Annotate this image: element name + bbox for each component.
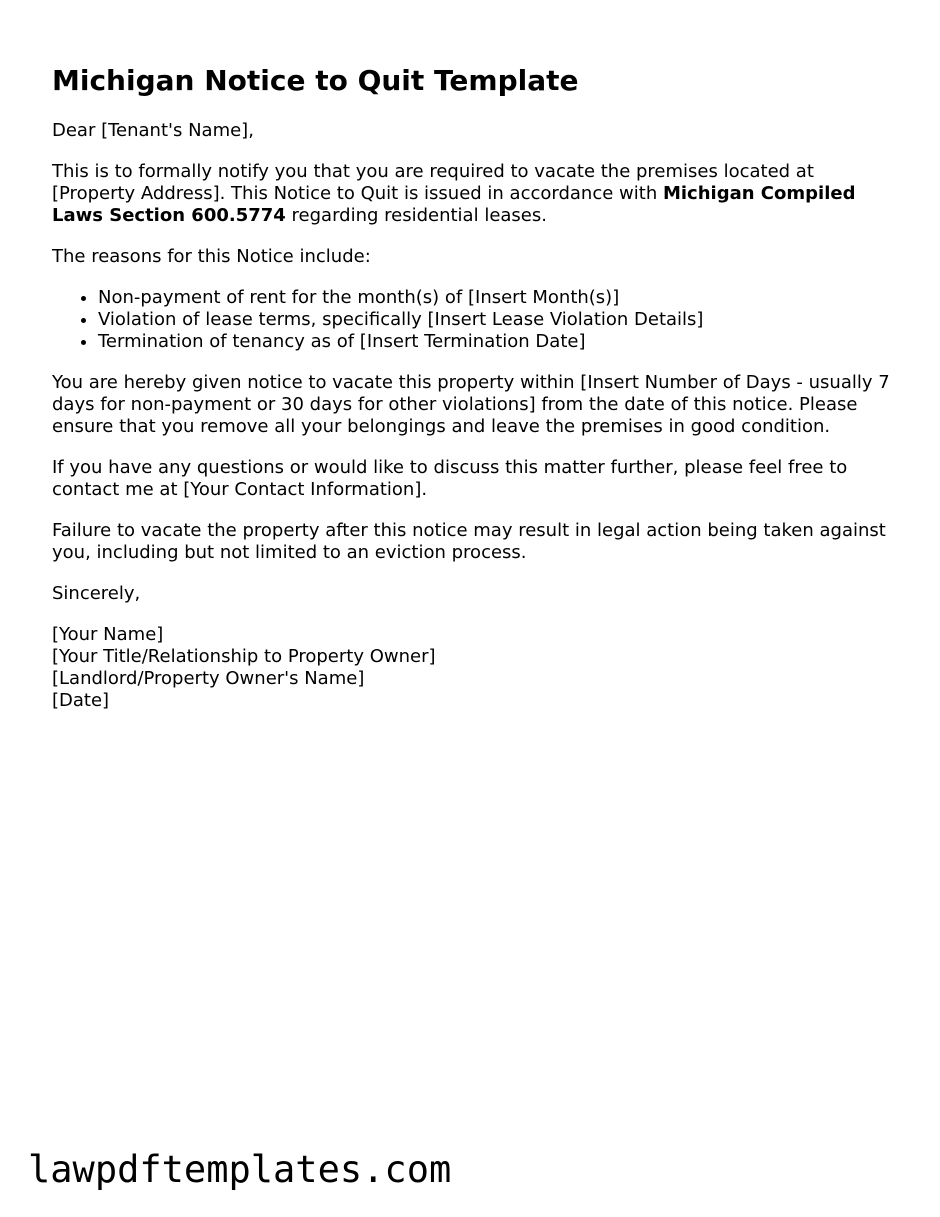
reason-item: • Violation of lease terms, specifically [Insert Lease Violation Details] <box>98 309 898 331</box>
notice-paragraph: You are hereby given notice to vacate this property within [Insert Number of Days - usually 7 days for non-payment or 30 days for other violations] from the date of this notice. Please ensure that you remove all your belongings and leave the premises in good condition. <box>52 372 890 437</box>
signature-block <box>52 624 898 712</box>
signature-date: [Date] <box>52 690 110 711</box>
intro-text-after: regarding residential leases. <box>285 205 547 226</box>
contact-paragraph: If you have any questions or would like to discuss this matter further, please feel free to contact me at [Your Contact Information]. <box>52 457 848 500</box>
failure-paragraph: Failure to vacate the property after this notice may result in legal action being taken against you, including but not limited to an eviction process. <box>52 520 886 563</box>
reasons-intro: The reasons for this Notice include: <box>52 246 371 267</box>
reason-item: • Termination of tenancy as of [Insert Termination Date] <box>98 331 898 353</box>
reasons-list <box>52 287 898 353</box>
signature-owner: [Landlord/Property Owner's Name] <box>52 668 365 689</box>
intro-text-before: This is to formally notify you that you are required to vacate the premises located at [Property Address]. This Notice to Quit is issued in accordance with <box>52 161 814 204</box>
site-watermark: lawpdftemplates.com <box>28 1148 452 1191</box>
statute-reference: Michigan Compiled Laws Section 600.5774 <box>52 183 856 226</box>
salutation: Dear [Tenant's Name], <box>52 120 254 141</box>
signature-name: [Your Name] <box>52 624 164 645</box>
reason-item: • Non-payment of rent for the month(s) of [Insert Month(s)] <box>98 287 898 309</box>
document-page <box>52 62 898 731</box>
closing: Sincerely, <box>52 583 141 604</box>
document-title: Michigan Notice to Quit Template <box>52 64 579 97</box>
signature-title: [Your Title/Relationship to Property Owner] <box>52 646 436 667</box>
intro-paragraph <box>52 161 898 227</box>
